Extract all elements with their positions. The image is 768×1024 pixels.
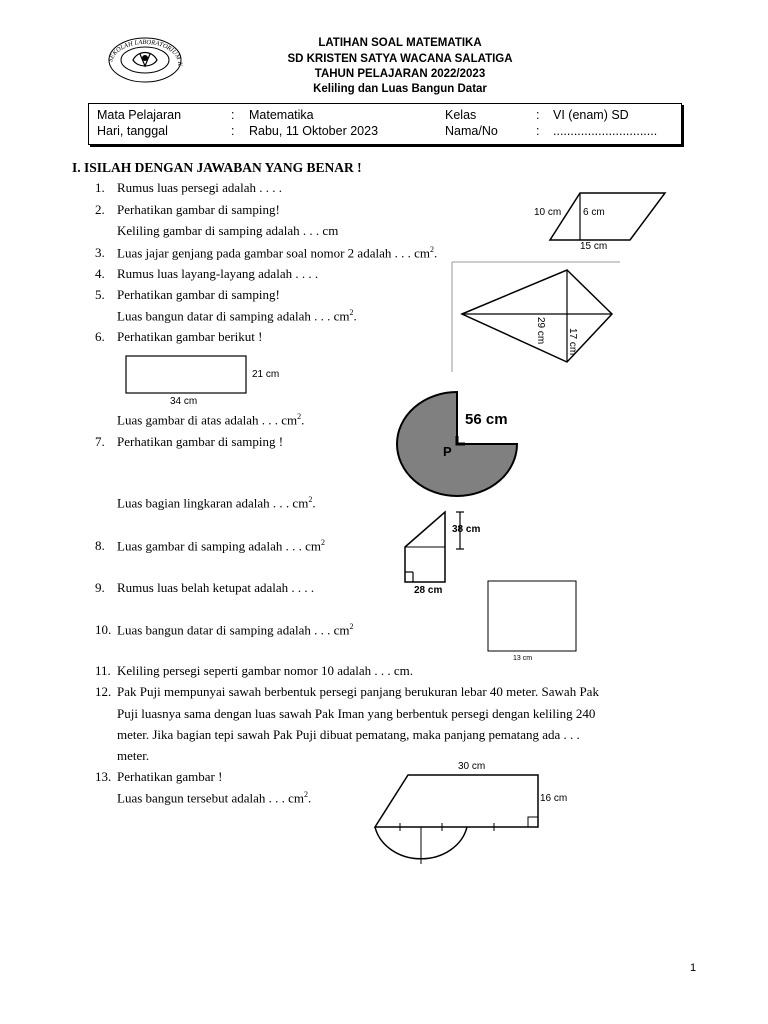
question-4-text: Rumus luas layang-layang adalah . . . .	[117, 266, 319, 281]
question-7: 7.	[95, 434, 105, 449]
question-3-text: Luas jajar genjang pada gambar soal nomor 2 adalah . . . $cm^2$.	[117, 245, 438, 261]
question-12-line-2: Puji luasnya sama dengan luas sawah Pak Iman yang berbentuk persegi dengan keliling 240	[117, 706, 596, 721]
square-side-label: 13 cm	[513, 655, 533, 662]
name-label: Nama/No	[445, 124, 498, 138]
question-2-text: Perhatikan gambar di samping!	[117, 202, 280, 217]
question-13-text-2: Luas bangun tersebut adalah . . . $cm^2$.	[117, 790, 312, 806]
date-colon: :	[231, 124, 235, 138]
three-quarter-circle-figure	[395, 392, 535, 502]
question-8-text: Luas gambar di samping adalah . . . $cm^2$	[117, 538, 325, 554]
question-11-text: Keliling persegi seperti gambar nomor 10 adalah . . . cm.	[117, 663, 414, 678]
question-5-text-2: Luas bangun datar di samping adalah . . . $cm^2$.	[117, 308, 357, 324]
composite-top-label: 30 cm	[458, 761, 486, 772]
question-2: 2.	[95, 202, 105, 217]
rectangle-height-label: 21 cm	[252, 369, 280, 380]
question-7-text-2: Luas bagian lingkaran adalah . . . $cm^2$.	[117, 495, 316, 511]
question-7-text: Perhatikan gambar di samping !	[117, 434, 284, 449]
circle-center-label: P	[443, 444, 452, 459]
trapezoid-base-label: 28 cm	[414, 585, 443, 596]
rectangle-figure	[125, 355, 300, 405]
subject-colon: :	[231, 108, 235, 122]
section-title: I. ISILAH DENGAN JAWABAN YANG BENAR !	[72, 160, 362, 175]
question-1-text: Rumus luas persegi adalah . . . .	[117, 180, 282, 195]
question-12-line-4: meter.	[117, 748, 150, 763]
question-4: 4.	[95, 266, 105, 281]
name-colon: :	[536, 124, 540, 138]
svg-text:SEKOLAH LABORATORIUM KRISTEN S	[97, 25, 183, 67]
trapezoid-figure	[400, 507, 500, 597]
class-colon: :	[536, 108, 540, 122]
date-value: Rabu, 11 Oktober 2023	[249, 124, 379, 138]
circle-radius-label: 56 cm	[465, 411, 508, 428]
question-3: 3.	[95, 245, 105, 260]
name-value: ..............................	[553, 124, 658, 138]
question-2-text-2: Keliling gambar di samping adalah . . . cm	[117, 223, 339, 238]
question-5: 5.	[95, 287, 105, 302]
class-label: Kelas	[445, 108, 477, 122]
parallelogram-base-label: 15 cm	[580, 241, 608, 252]
question-5-text: Perhatikan gambar di samping!	[117, 287, 280, 302]
kite-diagonal-label: 29 cm	[535, 317, 546, 345]
question-1: 1.	[95, 180, 105, 195]
question-10-text: Luas bangun datar di samping adalah . . . $cm^2$	[117, 622, 354, 638]
subject-value: Matematika	[249, 108, 314, 122]
kite-side-label: 17 cm	[567, 328, 578, 356]
question-13-text: Perhatikan gambar !	[117, 769, 223, 784]
parallelogram-left-label: 10 cm	[534, 207, 562, 218]
kite-figure	[452, 262, 620, 372]
question-9: 9.	[95, 580, 105, 595]
date-label: Hari, tanggal	[97, 124, 168, 138]
question-13: 13.	[95, 769, 112, 784]
question-8: 8.	[95, 538, 105, 553]
header-line-1: LATIHAN SOAL MATEMATIKA	[318, 37, 482, 49]
header-line-2: SD KRISTEN SATYA WACANA SALATIGA	[287, 53, 513, 65]
header-line-3: TAHUN PELAJARAN 2022/2023	[314, 68, 486, 80]
logo-ring-text: SEKOLAH LABORATORIUM KRISTEN SATYA WACANA	[97, 25, 184, 67]
parallelogram-figure	[530, 185, 670, 255]
parallelogram-height-label: 6 cm	[583, 207, 605, 218]
page-number: 1	[690, 962, 697, 974]
subject-label: Mata Pelajaran	[97, 108, 182, 122]
question-12: 12.	[95, 684, 112, 699]
school-logo	[97, 25, 190, 80]
question-6-text-2: Luas gambar di atas adalah . . . $cm^2$.	[117, 412, 305, 428]
class-value: VI (enam) SD	[553, 108, 629, 122]
composite-figure	[370, 757, 570, 867]
question-11: 11.	[95, 663, 111, 678]
question-12-line-1: Pak Puji mempunyai sawah berbentuk persegi panjang berukuran lebar 40 meter. Sawah Pak	[117, 684, 599, 699]
composite-side-label: 16 cm	[540, 793, 568, 804]
trapezoid-height-label: 38 cm	[452, 524, 481, 535]
question-9-text: Rumus luas belah ketupat adalah . . . .	[117, 580, 315, 595]
question-10: 10.	[95, 622, 112, 637]
question-6: 6.	[95, 329, 105, 344]
question-12-line-3: meter. Jika bagian tepi sawah Pak Puji dibuat pematang, maka panjang pematang ada . . .	[117, 727, 580, 742]
rectangle-width-label: 34 cm	[170, 396, 198, 407]
header-line-4: Keliling dan Luas Bangun Datar	[313, 83, 487, 95]
square-figure	[487, 580, 582, 665]
question-6-text: Perhatikan gambar berikut !	[117, 329, 263, 344]
